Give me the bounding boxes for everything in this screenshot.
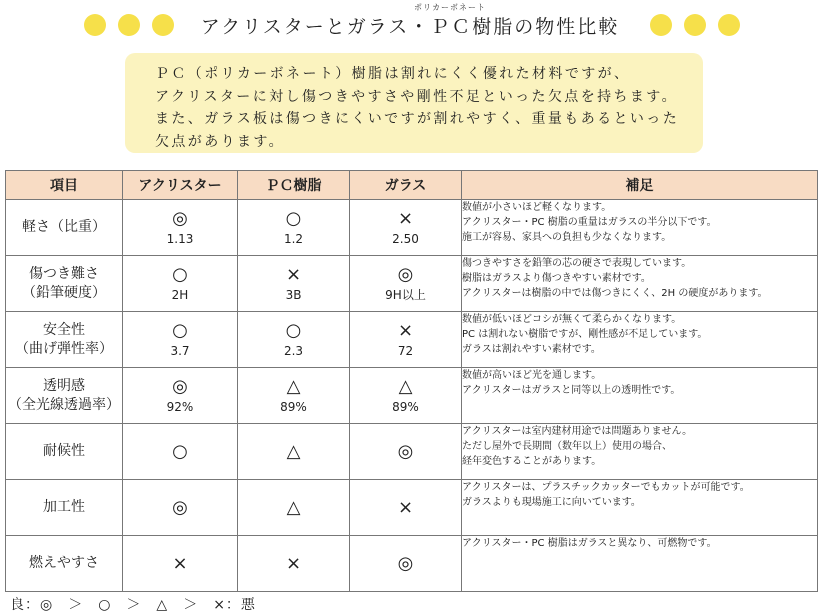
acrystar-cell [123, 480, 238, 536]
intro-line: 欠点があります。 [155, 133, 286, 150]
rating-value: 2.50 [392, 231, 419, 246]
table-row [6, 480, 818, 536]
pc-cell [238, 312, 350, 368]
acrystar-cell [123, 536, 238, 592]
item-cell [6, 480, 123, 536]
item-label: 安全性 [43, 321, 85, 338]
note-line: アクリスター・PC 樹脂はガラスと異なり、可燃物です。 [462, 538, 717, 549]
item-cell [6, 424, 123, 480]
rating-symbol: × [285, 552, 302, 574]
rating-value: 3.7 [170, 343, 190, 358]
glass-cell [350, 424, 462, 480]
page-title: アクリスターとガラス・ＰＣ樹脂の物性比較 [200, 16, 620, 38]
intro-box [125, 53, 703, 153]
rating-value: 1.13 [166, 231, 194, 246]
note-line: ガラスは割れやすい素材です。 [462, 344, 601, 355]
note-line: 樹脂はガラスより傷つきやすい素材です。 [462, 273, 651, 284]
note-line: アクリスターは、プラスチックカッターでもカットが可能です。 [462, 482, 750, 493]
pc-cell [238, 424, 350, 480]
decor-dot-left-1 [84, 14, 106, 36]
glass-cell [350, 200, 462, 256]
notes-cell [462, 480, 818, 536]
rating-value: 92% [166, 399, 194, 414]
intro-line: アクリスターに対し傷つきやすさや剛性不足といった欠点を持ちます。 [155, 88, 678, 105]
item-cell [6, 256, 123, 312]
decor-dot-right-1 [650, 14, 672, 36]
item-cell [6, 368, 123, 424]
rating-symbol: × [285, 263, 302, 285]
acrystar-cell [123, 424, 238, 480]
notes-cell [462, 368, 818, 424]
rating-value: 89% [280, 399, 307, 414]
rating-symbol: ◎ [397, 440, 414, 462]
table-row [6, 536, 818, 592]
rating-value: 2.3 [283, 343, 304, 358]
note-line: ただし屋外で長期間（数年以上）使用の場合、 [462, 441, 672, 452]
notes-cell [462, 200, 818, 256]
pc-cell [238, 368, 350, 424]
rating-symbol: × [397, 319, 414, 341]
table-row [6, 424, 818, 480]
table-row [6, 368, 818, 424]
intro-line: また、ガラス板は傷つきにくいですが割れやすく、重量もあるといった [155, 111, 680, 127]
header-pc: ＰＣ樹脂 [238, 171, 350, 200]
header-acrystar: アクリスター [123, 171, 238, 200]
note-line: 数値が小さいほど軽くなります。 [462, 202, 612, 213]
rating-symbol: △ [286, 440, 301, 462]
table-row [6, 256, 818, 312]
glass-cell [350, 256, 462, 312]
item-cell [6, 536, 123, 592]
rating-value: 1.2 [283, 231, 304, 246]
rating-symbol: △ [398, 375, 413, 397]
item-label: 加工性 [43, 499, 85, 515]
notes-cell [462, 424, 818, 480]
item-cell [6, 200, 123, 256]
rating-symbol: ◎ [172, 207, 188, 229]
rating-value: 3B [285, 287, 302, 302]
rating-symbol: ○ [172, 319, 188, 341]
rating-value: 9H以上 [385, 287, 426, 302]
acrystar-cell [123, 200, 238, 256]
note-line: 数値が高いほど光を通します。 [462, 370, 602, 381]
pc-cell [238, 200, 350, 256]
rating-symbol: △ [286, 375, 301, 397]
decor-dot-left-2 [118, 14, 140, 36]
comparison-table [5, 170, 818, 592]
glass-cell [350, 536, 462, 592]
table-row [6, 200, 818, 256]
item-label: 傷つき難さ [29, 265, 99, 282]
rating-value: 2H [171, 287, 189, 302]
rating-symbol: × [172, 552, 188, 574]
item-sublabel: （曲げ弾性率） [15, 340, 113, 357]
rating-symbol: ◎ [172, 496, 188, 518]
rating-value: 72 [397, 343, 414, 358]
item-label: 軽さ（比重） [22, 219, 106, 235]
notes-cell [462, 536, 818, 592]
note-line: アクリスターは室内建材用途では問題ありません。 [462, 426, 693, 437]
item-cell [6, 312, 123, 368]
item-label: 透明感 [43, 377, 85, 394]
header-glass: ガラス [350, 171, 462, 200]
decor-dot-left-3 [152, 14, 174, 36]
item-sublabel: （全光線透過率） [8, 396, 120, 413]
item-label: 耐候性 [43, 443, 85, 459]
item-label: 燃えやすさ [29, 555, 99, 571]
note-line: 数値が低いほどコシが無くて柔らかくなります。 [462, 314, 682, 325]
table-row [6, 312, 818, 368]
intro-line: ＰＣ（ポリカーボネート）樹脂は割れにくく優れた材料ですが、 [155, 66, 631, 82]
rating-symbol: ○ [172, 440, 188, 462]
title-ruby: ポリカーボネート [414, 3, 486, 12]
rating-value: 89% [392, 399, 419, 414]
rating-symbol: ◎ [397, 552, 414, 574]
note-line: ガラスよりも現場施工に向いています。 [462, 497, 641, 508]
notes-cell [462, 256, 818, 312]
decor-dot-right-3 [718, 14, 740, 36]
acrystar-cell [123, 312, 238, 368]
note-line: 経年変色することがあります。 [462, 456, 602, 467]
note-line: 傷つきやすさを鉛筆の芯の硬さで表現しています。 [462, 258, 692, 269]
notes-cell [462, 312, 818, 368]
decor-dot-right-2 [684, 14, 706, 36]
rating-symbol: ◎ [172, 375, 188, 397]
header-notes: 補足 [462, 171, 818, 200]
acrystar-cell [123, 368, 238, 424]
note-line: 施工が容易、家具への負担も少なくなります。 [462, 232, 672, 243]
item-sublabel: （鉛筆硬度） [22, 284, 106, 301]
rating-symbol: ○ [285, 207, 302, 229]
rating-symbol: × [397, 496, 414, 518]
note-line: アクリスター・PC 樹脂の重量はガラスの半分以下です。 [462, 217, 717, 228]
pc-cell [238, 256, 350, 312]
note-line: PC は割れない樹脂ですが、剛性感が不足しています。 [462, 329, 708, 340]
rating-symbol: ◎ [397, 263, 414, 285]
note-line: アクリスターはガラスと同等以上の透明性です。 [462, 385, 681, 396]
note-line: アクリスターは樹脂の中では傷つきにくく、2H の硬度があります。 [462, 288, 768, 299]
table-header-row [6, 171, 818, 200]
glass-cell [350, 312, 462, 368]
rating-legend: 良：◎ ＞ ○ ＞ △ ＞ ×：悪 [10, 597, 256, 613]
rating-symbol: × [397, 207, 414, 229]
rating-symbol: △ [286, 496, 301, 518]
pc-cell [238, 536, 350, 592]
glass-cell [350, 480, 462, 536]
acrystar-cell [123, 256, 238, 312]
rating-symbol: ○ [285, 319, 302, 341]
rating-symbol: ○ [172, 263, 188, 285]
glass-cell [350, 368, 462, 424]
header-item: 項目 [6, 171, 123, 200]
pc-cell [238, 480, 350, 536]
